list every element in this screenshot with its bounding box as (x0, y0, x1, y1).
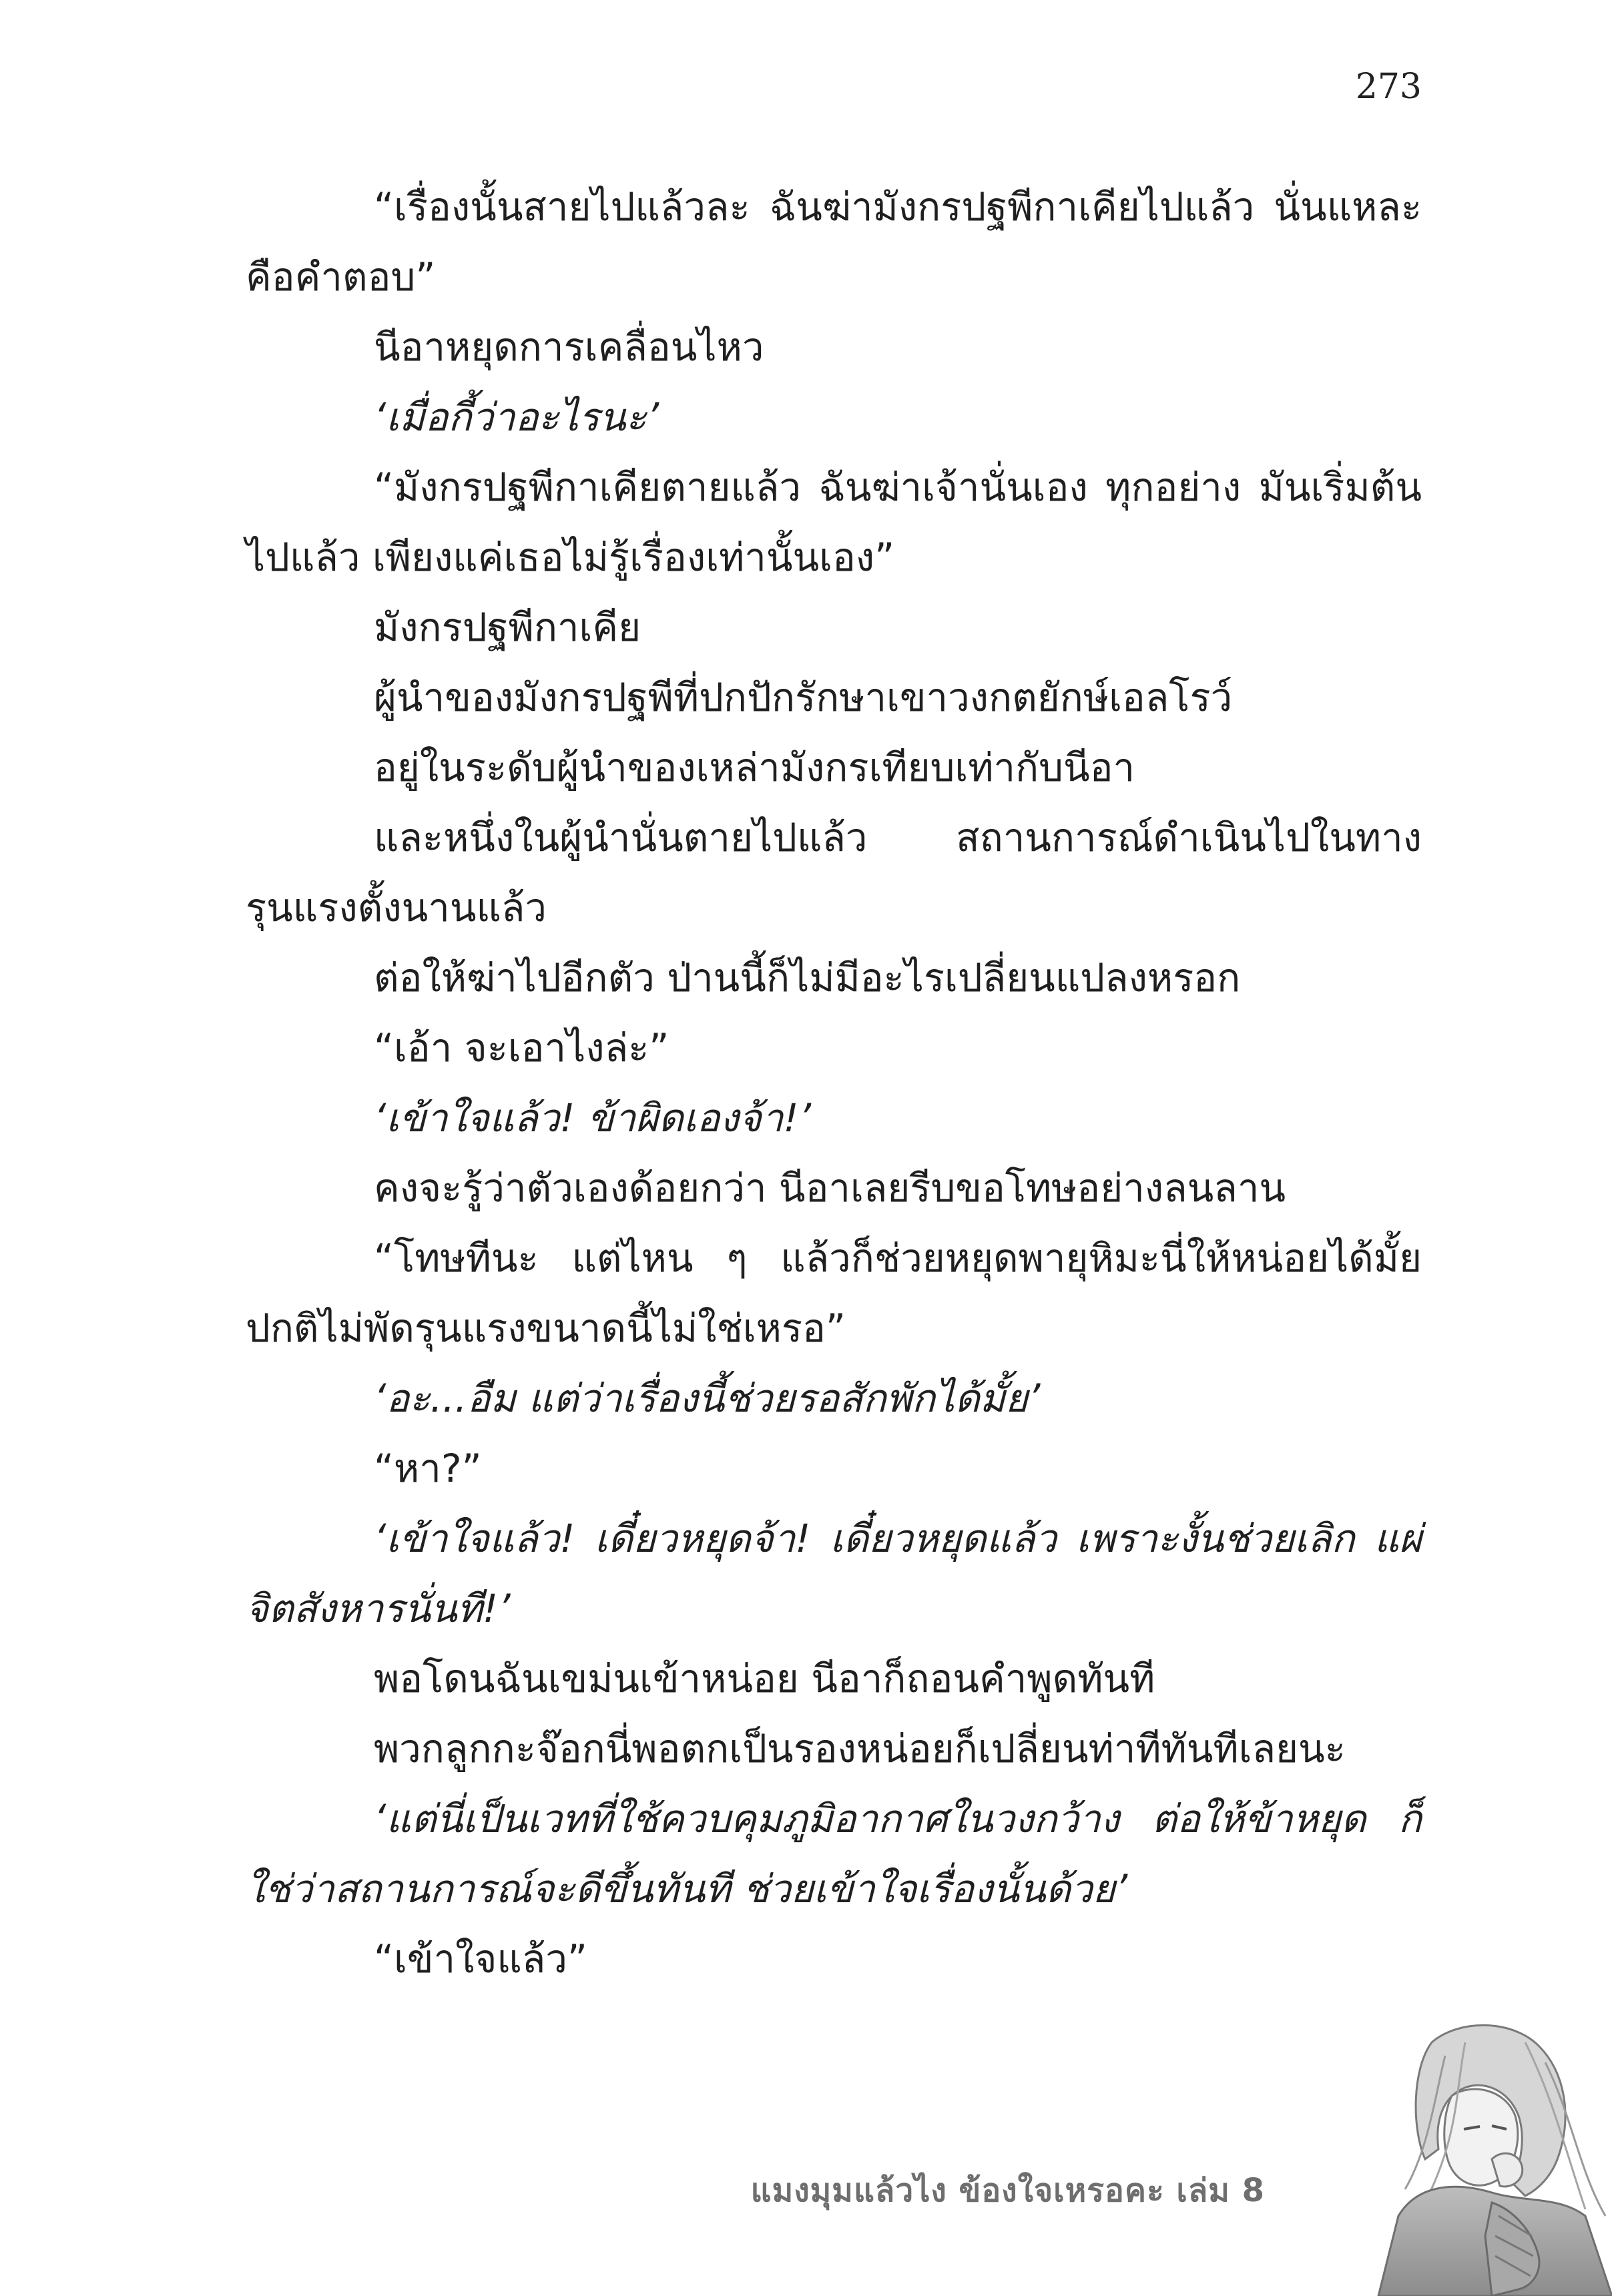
paragraph: พวกลูกกะจ๊อกนี่พอตกเป็นรองหน่อยก็เปลี่ยนท่าทีทันทีเลยนะ (374, 1726, 1346, 1771)
paragraph: “เข้าใจแล้ว” (374, 1936, 587, 1982)
character-illustration (1292, 2016, 1612, 2296)
page-footer (0, 2009, 1612, 2296)
paragraph: ‘เมื่อกี้ว่าอะไรนะ’ (374, 394, 659, 440)
paragraph: “มังกรปฐพีกาเคียตายแล้ว ฉันฆ่าเจ้านั่นเอง ทุกอย่าง มันเริ่มต้นไปแล้ว เพียงแค่เธอไม่รู้เรื่องเท่านั้นเอง” (246, 465, 1422, 580)
paragraph: ‘อะ...อืม แต่ว่าเรื่องนี้ช่วยรอสักพักได้มั้ย’ (374, 1376, 1041, 1421)
paragraph: ‘เข้าใจแล้ว! ข้าผิดเองจ้า!’ (374, 1095, 812, 1141)
paragraph: มังกรปฐพีกาเคีย (374, 605, 641, 650)
paragraph: “โทษทีนะ แต่ไหน ๆ แล้วก็ช่วยหยุดพายุหิมะนี่ให้หน่อยได้มั้ย ปกติไม่พัดรุนแรงขนาดนี้ไม่ใช่เหรอ” (246, 1235, 1422, 1351)
paragraph: และหนึ่งในผู้นำนั่นตายไปแล้ว สถานการณ์ดำเนินไปในทาง รุนแรงตั้งนานแล้ว (246, 815, 1422, 930)
body-text (246, 172, 1422, 1994)
paragraph: “หา?” (374, 1446, 482, 1491)
paragraph: ‘แต่นี่เป็นเวทที่ใช้ควบคุมภูมิอากาศในวงกว้าง ต่อให้ข้าหยุด ก็ใช่ว่าสถานการณ์จะดีขึ้นทันที ช่วยเข้าใจเรื่องนั้นด้วย’ (246, 1796, 1422, 1912)
paragraph: พอโดนฉันเขม่นเข้าหน่อย นีอาก็ถอนคำพูดทันที (374, 1656, 1155, 1701)
paragraph: ‘เข้าใจแล้ว! เดี๋ยวหยุดจ้า! เดี๋ยวหยุดแล้ว เพราะงั้นช่วยเลิก แผ่จิตสังหารนั่นที!’ (246, 1516, 1422, 1631)
paragraph: ต่อให้ฆ่าไปอีกตัว ป่านนี้ก็ไม่มีอะไรเปลี่ยนแปลงหรอก (374, 955, 1241, 1000)
paragraph: นีอาหยุดการเคลื่อนไหว (374, 324, 764, 370)
paragraph: ผู้นำของมังกรปฐพีที่ปกปักรักษาเขาวงกตยักษ์เอลโรว์ (374, 675, 1233, 720)
paragraph: “เอ้า จะเอาไงล่ะ” (374, 1025, 669, 1071)
paragraph: คงจะรู้ว่าตัวเองด้อยกว่า นีอาเลยรีบขอโทษอย่างลนลาน (374, 1165, 1286, 1211)
footer-book-title: แมงมุมแล้วไง ข้องใจเหรอคะ เล่ม 8 (750, 2172, 1265, 2209)
paragraph: “เรื่องนั้นสายไปแล้วละ ฉันฆ่ามังกรปฐพีกาเคียไปแล้ว นั่นแหละคือคำตอบ” (246, 184, 1422, 300)
page-number: 273 (1355, 67, 1422, 107)
paragraph: อยู่ในระดับผู้นำของเหล่ามังกรเทียบเท่ากับนีอา (374, 745, 1135, 790)
